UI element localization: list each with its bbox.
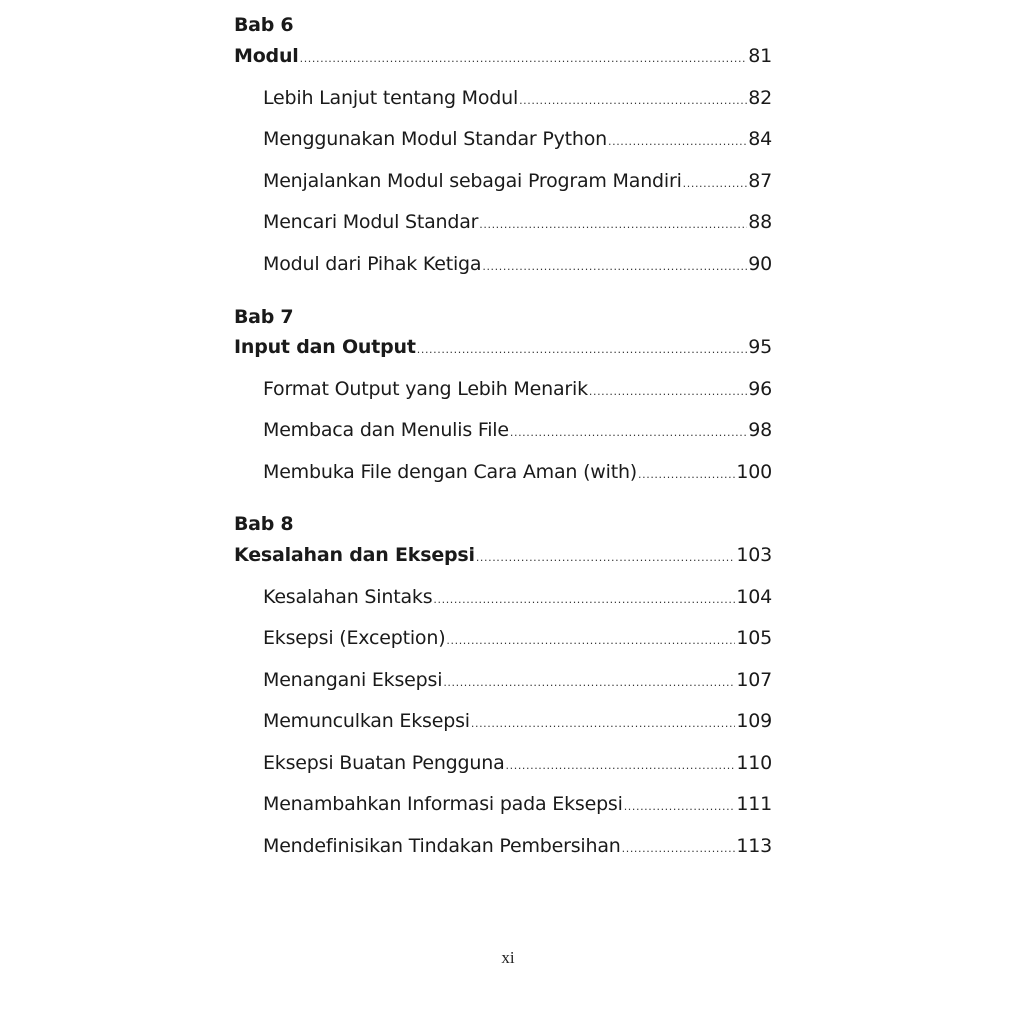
entry-title: Modul [234, 45, 299, 67]
entry-title: Eksepsi Buatan Pengguna [263, 752, 505, 774]
dot-leader [589, 380, 747, 404]
chapter-label: Bab 6 [234, 14, 294, 36]
entry-title: Membaca dan Menulis File [263, 419, 509, 441]
entry-title: Modul dari Pihak Ketiga [263, 253, 482, 275]
dot-leader [417, 338, 747, 362]
page-number: xi [501, 948, 515, 967]
entry-page: 81 [748, 45, 772, 67]
entry-title: Mencari Modul Standar [263, 211, 479, 233]
dot-leader [510, 421, 747, 445]
toc-section-entry[interactable] [263, 127, 772, 154]
dot-leader [443, 671, 735, 695]
entry-page: 82 [748, 87, 772, 109]
entry-page: 110 [736, 752, 772, 774]
dot-leader [479, 213, 747, 237]
entry-title: Menambahkan Informasi pada Eksepsi [263, 793, 623, 815]
toc-section-entry[interactable] [263, 169, 772, 196]
entry-title: Menjalankan Modul sebagai Program Mandiri [263, 170, 682, 192]
dot-leader [476, 546, 736, 570]
entry-page: 103 [736, 544, 772, 566]
toc-section-entry[interactable] [263, 585, 772, 612]
toc-section-entry[interactable] [263, 418, 772, 445]
entry-title: Eksepsi (Exception) [263, 627, 446, 649]
entry-page: 88 [748, 211, 772, 233]
entry-page: 105 [736, 627, 772, 649]
entry-title: Format Output yang Lebih Menarik [263, 378, 588, 400]
entry-title: Memunculkan Eksepsi [263, 710, 470, 732]
toc-chapter-entry[interactable] [234, 543, 772, 570]
toc-section-entry[interactable] [263, 460, 772, 487]
entry-page: 107 [736, 669, 772, 691]
entry-page: 95 [748, 336, 772, 358]
dot-leader [683, 172, 748, 196]
toc-chapter-entry[interactable] [234, 335, 772, 362]
toc-section-entry[interactable] [263, 792, 772, 819]
dot-leader [446, 629, 735, 653]
dot-leader [433, 588, 735, 612]
entry-title: Lebih Lanjut tentang Modul [263, 87, 519, 109]
toc-section-entry[interactable] [263, 252, 772, 279]
toc-section-entry[interactable] [263, 210, 772, 237]
entry-page: 98 [748, 419, 772, 441]
dot-leader [638, 463, 735, 487]
toc-section-entry[interactable] [263, 834, 772, 861]
entry-title: Menangani Eksepsi [263, 669, 443, 691]
entry-page: 96 [748, 378, 772, 400]
toc-section-entry[interactable] [263, 86, 772, 113]
toc-section-entry[interactable] [263, 626, 772, 653]
toc-section-entry[interactable] [263, 668, 772, 695]
entry-page: 113 [736, 835, 772, 857]
entry-title: Kesalahan Sintaks [263, 586, 433, 608]
entry-title: Kesalahan dan Eksepsi [234, 544, 475, 566]
entry-title: Mendefinisikan Tindakan Pembersihan [263, 835, 621, 857]
dot-leader [624, 795, 736, 819]
toc-section-entry[interactable] [263, 751, 772, 778]
dot-leader [519, 89, 747, 113]
entry-page: 100 [736, 461, 772, 483]
chapter-label: Bab 7 [234, 306, 294, 328]
dot-leader [608, 130, 747, 154]
dot-leader [482, 255, 747, 279]
entry-page: 87 [748, 170, 772, 192]
toc-section-entry[interactable] [263, 709, 772, 736]
toc-chapter-entry[interactable] [234, 44, 772, 71]
toc-section-entry[interactable] [263, 377, 772, 404]
dot-leader [471, 712, 735, 736]
chapter-label: Bab 8 [234, 513, 294, 535]
entry-page: 90 [748, 253, 772, 275]
dot-leader [622, 837, 736, 861]
entry-title: Menggunakan Modul Standar Python [263, 128, 608, 150]
entry-page: 109 [736, 710, 772, 732]
entry-page: 84 [748, 128, 772, 150]
dot-leader [506, 754, 736, 778]
entry-title: Input dan Output [234, 336, 416, 358]
entry-page: 111 [736, 793, 772, 815]
dot-leader [300, 47, 748, 71]
entry-title: Membuka File dengan Cara Aman (with) [263, 461, 638, 483]
entry-page: 104 [736, 586, 772, 608]
